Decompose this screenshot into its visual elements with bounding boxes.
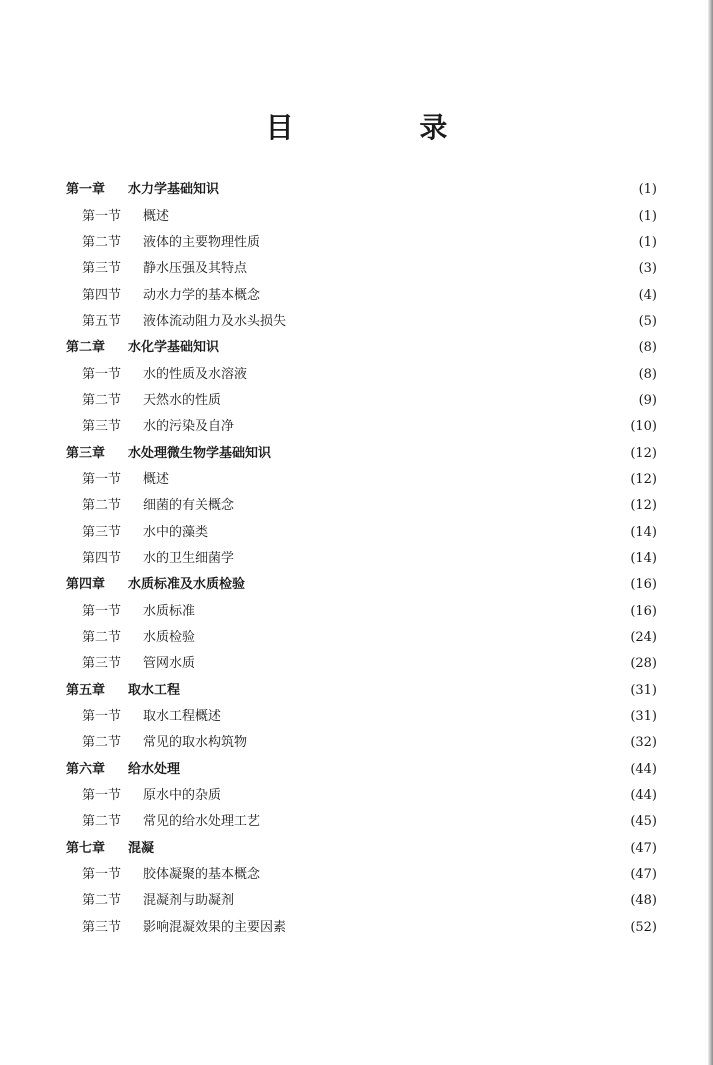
dot-leader — [238, 498, 626, 514]
dot-leader — [251, 261, 635, 277]
section-number: 第四节 — [82, 550, 122, 566]
toc-section-entry[interactable] — [0, 730, 713, 756]
toc-section-entry[interactable] — [0, 467, 713, 493]
toc-section-entry[interactable] — [0, 256, 713, 282]
dot-leader — [238, 419, 626, 435]
dot-leader — [173, 472, 626, 488]
dot-leader — [251, 735, 626, 751]
page-number: (47) — [630, 840, 657, 856]
dot-leader — [199, 604, 626, 620]
section-number: 第二节 — [82, 234, 122, 250]
section-title: 混凝剂与助凝剂 — [143, 893, 235, 909]
page-number: (10) — [630, 419, 657, 435]
page-number: (16) — [630, 603, 657, 619]
dot-leader — [173, 209, 635, 225]
dot-leader — [264, 288, 635, 304]
toc-section-entry[interactable] — [0, 625, 713, 651]
page-number: (1) — [638, 208, 657, 224]
toc-section-entry[interactable] — [0, 361, 713, 387]
section-title: 胶体凝聚的基本概念 — [143, 867, 261, 883]
dot-leader — [275, 446, 626, 462]
dot-leader — [184, 683, 626, 699]
section-title: 常见的给水处理工艺 — [143, 814, 261, 830]
section-number: 第二节 — [82, 893, 122, 909]
toc-chapter-entry[interactable] — [0, 440, 713, 466]
toc-section-entry[interactable] — [0, 203, 713, 229]
section-number: 第二节 — [82, 735, 122, 751]
dot-leader — [290, 314, 635, 330]
page-number: (44) — [630, 788, 657, 804]
dot-leader — [212, 525, 626, 541]
table-of-contents — [0, 177, 713, 941]
dot-leader — [238, 551, 626, 567]
section-number: 第一节 — [82, 471, 122, 487]
section-title: 天然水的性质 — [143, 392, 222, 408]
section-title: 水的卫生细菌学 — [143, 550, 235, 566]
dot-leader — [225, 393, 635, 409]
toc-section-entry[interactable] — [0, 809, 713, 835]
toc-section-entry[interactable] — [0, 915, 713, 941]
chapter-number: 第三章 — [66, 445, 106, 461]
page-number: (31) — [630, 682, 657, 698]
toc-chapter-entry[interactable] — [0, 572, 713, 598]
toc-section-entry[interactable] — [0, 519, 713, 545]
page-title: 目 录 — [265, 111, 506, 144]
toc-section-entry[interactable] — [0, 888, 713, 914]
chapter-number: 第六章 — [66, 761, 106, 777]
chapter-title: 水质标准及水质检验 — [128, 577, 246, 593]
toc-section-entry[interactable] — [0, 651, 713, 677]
page-number: (24) — [630, 630, 657, 646]
toc-chapter-entry[interactable] — [0, 678, 713, 704]
section-title: 常见的取水构筑物 — [143, 735, 248, 751]
page-number: (1) — [638, 182, 657, 198]
dot-leader — [184, 762, 626, 778]
chapter-number: 第二章 — [66, 340, 106, 356]
toc-chapter-entry[interactable] — [0, 177, 713, 203]
page-number: (9) — [638, 392, 657, 408]
page-number: (14) — [630, 550, 657, 566]
section-title: 细菌的有关概念 — [143, 498, 235, 514]
toc-chapter-entry[interactable] — [0, 836, 713, 862]
page-number: (48) — [630, 893, 657, 909]
page-number: (8) — [638, 366, 657, 382]
section-number: 第三节 — [82, 919, 122, 935]
section-title: 原水中的杂质 — [143, 788, 222, 804]
page-number: (3) — [638, 261, 657, 277]
page-number: (12) — [630, 445, 657, 461]
chapter-number: 第七章 — [66, 840, 106, 856]
page-number: (5) — [638, 313, 657, 329]
dot-leader — [238, 893, 626, 909]
page-number: (32) — [630, 735, 657, 751]
dot-leader — [290, 920, 626, 936]
toc-section-entry[interactable] — [0, 783, 713, 809]
toc-section-entry[interactable] — [0, 230, 713, 256]
section-number: 第一节 — [82, 366, 122, 382]
page-number: (52) — [630, 919, 657, 935]
page-number: (16) — [630, 577, 657, 593]
toc-section-entry[interactable] — [0, 388, 713, 414]
dot-leader — [225, 709, 626, 725]
dot-leader — [158, 841, 626, 857]
toc-section-entry[interactable] — [0, 493, 713, 519]
section-number: 第二节 — [82, 630, 122, 646]
chapter-title: 给水处理 — [128, 761, 181, 777]
chapter-title: 混凝 — [128, 840, 155, 856]
dot-leader — [251, 367, 635, 383]
page-number: (47) — [630, 867, 657, 883]
section-number: 第一节 — [82, 208, 122, 224]
toc-section-entry[interactable] — [0, 282, 713, 308]
section-number: 第五节 — [82, 313, 122, 329]
section-title: 水中的藻类 — [143, 524, 209, 540]
toc-section-entry[interactable] — [0, 546, 713, 572]
section-title: 水的污染及自净 — [143, 419, 235, 435]
section-title: 管网水质 — [143, 656, 196, 672]
section-number: 第一节 — [82, 788, 122, 804]
section-title: 取水工程概述 — [143, 709, 222, 725]
dot-leader — [223, 340, 635, 356]
chapter-title: 取水工程 — [128, 682, 181, 698]
page-number: (4) — [638, 287, 657, 303]
chapter-number: 第一章 — [66, 182, 106, 198]
section-number: 第二节 — [82, 392, 122, 408]
section-title: 静水压强及其特点 — [143, 261, 248, 277]
section-number: 第四节 — [82, 287, 122, 303]
section-number: 第三节 — [82, 524, 122, 540]
dot-leader — [264, 867, 626, 883]
toc-section-entry[interactable] — [0, 414, 713, 440]
dot-leader — [225, 788, 626, 804]
section-title: 水的性质及水溶液 — [143, 366, 248, 382]
section-number: 第三节 — [82, 656, 122, 672]
section-title: 液体的主要物理性质 — [143, 234, 261, 250]
section-number: 第一节 — [82, 709, 122, 725]
toc-section-entry[interactable] — [0, 309, 713, 335]
section-number: 第二节 — [82, 498, 122, 514]
toc-chapter-entry[interactable] — [0, 335, 713, 361]
section-number: 第一节 — [82, 603, 122, 619]
dot-leader — [199, 630, 626, 646]
dot-leader — [199, 656, 626, 672]
page-number: (44) — [630, 761, 657, 777]
toc-section-entry[interactable] — [0, 704, 713, 730]
dot-leader — [223, 182, 635, 198]
section-number: 第二节 — [82, 814, 122, 830]
chapter-number: 第五章 — [66, 682, 106, 698]
page-number: (14) — [630, 524, 657, 540]
section-number: 第一节 — [82, 867, 122, 883]
section-number: 第三节 — [82, 419, 122, 435]
section-number: 第三节 — [82, 261, 122, 277]
chapter-number: 第四章 — [66, 577, 106, 593]
page-number: (28) — [630, 656, 657, 672]
section-title: 影响混凝效果的主要因素 — [143, 919, 287, 935]
chapter-title: 水化学基础知识 — [128, 340, 220, 356]
section-title: 水质标准 — [143, 603, 196, 619]
toc-chapter-entry[interactable] — [0, 757, 713, 783]
page-number: (1) — [638, 234, 657, 250]
page-number: (31) — [630, 709, 657, 725]
section-title: 水质检验 — [143, 630, 196, 646]
page-number: (45) — [630, 814, 657, 830]
dot-leader — [249, 577, 626, 593]
section-title: 液体流动阻力及水头损失 — [143, 313, 287, 329]
page-number: (8) — [638, 340, 657, 356]
page-number: (12) — [630, 471, 657, 487]
section-title: 概述 — [143, 471, 170, 487]
section-title: 概述 — [143, 208, 170, 224]
chapter-title: 水处理微生物学基础知识 — [128, 445, 272, 461]
dot-leader — [264, 814, 626, 830]
section-title: 动水力学的基本概念 — [143, 287, 261, 303]
toc-section-entry[interactable] — [0, 599, 713, 625]
page-number: (12) — [630, 498, 657, 514]
toc-section-entry[interactable] — [0, 862, 713, 888]
dot-leader — [264, 235, 635, 251]
chapter-title: 水力学基础知识 — [128, 182, 220, 198]
